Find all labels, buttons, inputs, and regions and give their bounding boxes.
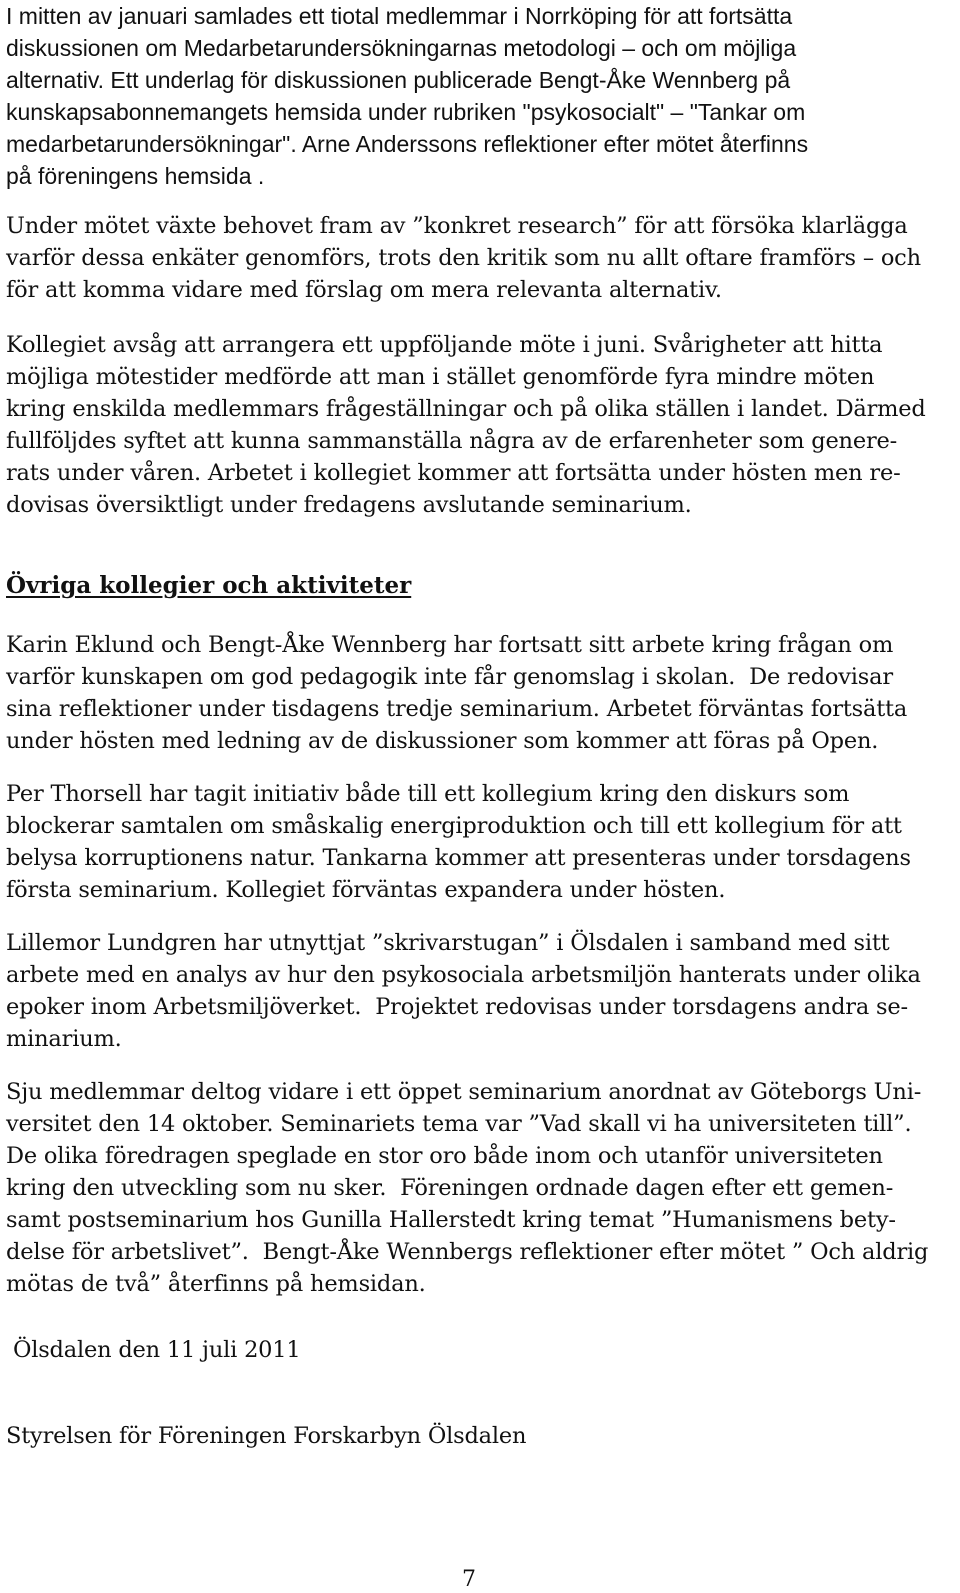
place-date: Ölsdalen den 11 juli 2011 [6, 1337, 301, 1363]
paragraph-seminarium: Sju medlemmar deltog vidare i ett öppet seminarium anordnat av Göteborgs Uni- versitet den 14 oktober. Seminariets tema var ”Vad skall vi ha universiteten till”. De olika föredragen speglade en stor oro både inom och utanför universiteten kring den utveckling som nu sker. Föreningen ordnade dagen efter ett gemen- samt postseminarium hos Gunilla Hallerstedt kring temat ”Humanismens bety- delse för arbetslivet”. Bengt-Åke Wennbergs reflektioner efter mötet ” Och aldrig mötas de två” återfinns på hemsidan. [6, 1079, 929, 1297]
signature: Styrelsen för Föreningen Forskarbyn Ölsdalen [6, 1423, 527, 1449]
section-heading: Övriga kollegier och aktiviteter [6, 572, 412, 599]
paragraph-thorsell: Per Thorsell har tagit initiativ både till ett kollegium kring den diskurs som blockerar samtalen om småskalig energiproduktion och till ett kollegium för att belysa korruptionens natur. Tankarna kommer att presenteras under torsdagens första seminarium. Kollegiet förväntas expandera under hösten. [6, 781, 911, 903]
paragraph-lundgren: Lillemor Lundgren har utnyttjat ”skrivarstugan” i Ölsdalen i samband med sitt arbete med en analys av hur den psykosociala arbetsmiljön hanterats under olika epoker inom Arbetsmiljöverket. Projektet redovisas under torsdagens andra se- minarium. [6, 930, 921, 1052]
paragraph-eklund: Karin Eklund och Bengt-Åke Wennberg har fortsatt sitt arbete kring frågan om varför kunskapen om god pedagogik inte får genomslag i skolan. De redovisar sina reflektioner under tisdagens tredje seminarium. Arbetet förväntas fortsätta under hösten med ledning av de diskussioner som kommer att föras på Open. [6, 632, 908, 754]
page-number: 7 [462, 1567, 476, 1592]
paragraph-intro: I mitten av januari samlades ett tiotal medlemmar i Norrköping för att fortsätta diskussionen om Medarbetarundersökningarnas metodologi – och om möjliga alternativ. Ett underlag för diskussionen publicerade Bengt-Åke Wennberg på kunskapsabonnemangets hemsida under rubriken "psykosocialt" – "Tankar om medarbetarundersökningar". Arne Anderssons reflektioner efter mötet återfinns på föreningens hemsida . [6, 3, 809, 189]
paragraph-research: Under mötet växte behovet fram av ”konkret research” för att försöka klarlägga varför dessa enkäter genomförs, trots den kritik som nu allt oftare framförs – och för att komma vidare med förslag om mera relevanta alternativ. [6, 213, 921, 303]
paragraph-kollegiet: Kollegiet avsåg att arrangera ett uppföljande möte i juni. Svårigheter att hitta möjliga mötestider medförde att man i stället genomförde fyra mindre möten kring enskilda medlemmars frågeställningar och på olika ställen i landet. Därmed fullföljdes syftet att kunna sammanställa några av de erfarenheter som genere- rats under våren. Arbetet i kollegiet kommer att fortsätta under hösten men re- dovisas översiktligt under fredagens avslutande seminarium. [6, 332, 926, 518]
